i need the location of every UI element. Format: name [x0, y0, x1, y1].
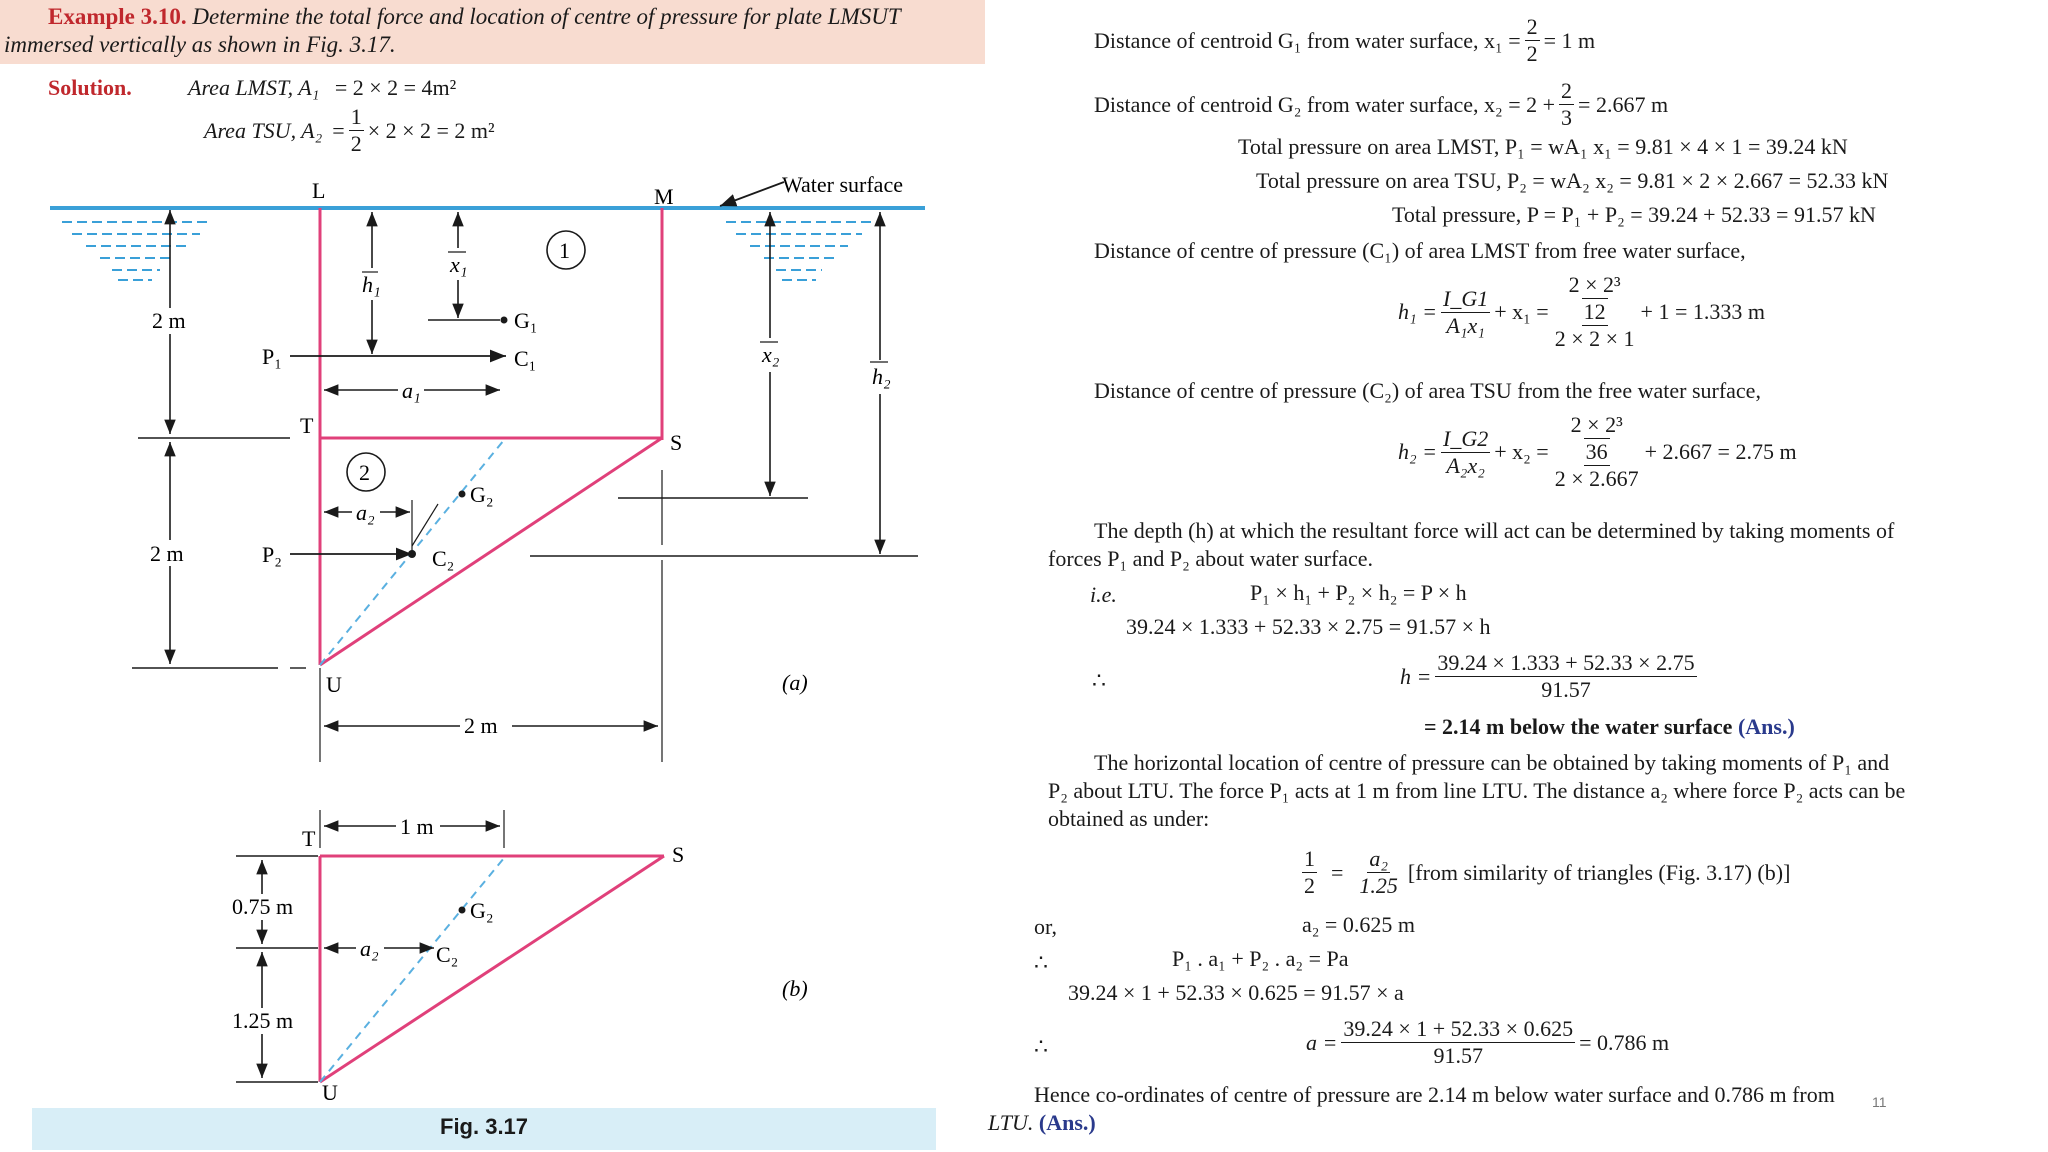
h2-lhs: h₂ =	[1398, 439, 1437, 464]
abar-equation	[1306, 1016, 1669, 1069]
vertex-S-b: S	[672, 842, 685, 867]
centroid-g2-result: = 2.667 m	[1578, 91, 1669, 117]
h2-value-fraction	[1553, 412, 1641, 492]
vertex-M: M	[654, 184, 674, 209]
h1-ig-num: I_G1	[1443, 285, 1489, 311]
dim-2m-width: 2 m	[464, 713, 498, 738]
horiz-para-line3: obtained as under:	[1048, 806, 1210, 831]
dim-b-075: 0.75 m	[232, 894, 294, 919]
label-C2: C₂	[432, 546, 455, 571]
page-number: 11	[1872, 1094, 1887, 1110]
h1-result: + 1 = 1.333 m	[1640, 299, 1765, 324]
dim-b-125: 1.25 m	[232, 1008, 294, 1033]
total-pressure-lmst: Total pressure on area LMST, P₁ = wA₁ x₁ = 9.81 × 4 × 1 = 39.24 kN	[1238, 134, 1848, 159]
moment-eq-2: 39.24 × 1.333 + 52.33 × 2.75 = 91.57 × h	[1126, 614, 1491, 639]
label-P2: P₂	[262, 542, 282, 567]
vertex-U: U	[326, 672, 342, 697]
ie-label: i.e.	[1090, 582, 1117, 607]
hbar-lhs: h =	[1400, 663, 1432, 689]
hbar-den: 91.57	[1541, 677, 1591, 702]
h1-value-fraction	[1553, 272, 1637, 352]
figure-3-17	[0, 0, 990, 1152]
sim-eq: =	[1331, 859, 1344, 885]
abar-result: = 0.786 m	[1579, 1029, 1670, 1055]
median-line-b	[320, 858, 504, 1082]
water-hatch-right	[726, 222, 872, 280]
h1-mid: 12	[1583, 299, 1606, 324]
label-x2bar: x₂	[762, 342, 780, 367]
a2-value: a₂ = 0.625 m	[1302, 912, 1415, 937]
depth-para-line1: The depth (h) at which the resultant force will act can be determined by taking moments of	[1094, 518, 1895, 543]
vertex-L: L	[312, 178, 326, 203]
final-ltu: LTU.	[988, 1110, 1034, 1135]
horiz-para-line2: P₂ about LTU. The force P₁ acts at 1 m from line LTU. The distance a₂ where force P₂ acts can be	[1048, 778, 1906, 803]
h1-ig-den: A₁x₁	[1446, 312, 1485, 338]
label-x1bar: x₁	[450, 252, 468, 277]
centroid-g1-num: 2	[1526, 14, 1538, 39]
final-line-1: Hence co-ordinates of centre of pressure are 2.14 m below water surface and 0.786 m from	[1034, 1082, 1835, 1107]
therefore-3: ∴	[1034, 1034, 1048, 1059]
G2-point	[459, 491, 466, 498]
h2-top: 2 × 2³	[1570, 412, 1623, 437]
moment-eq-1: P₁ × h₁ + P₂ × h₂ = P × h	[1250, 580, 1467, 605]
centroid-g2-den: 3	[1561, 105, 1573, 130]
label-P1: P₁	[262, 344, 282, 369]
label-a2: a₂	[356, 500, 375, 525]
label-h1bar: h₁	[362, 272, 381, 297]
sim-num-2: a₂	[1369, 846, 1388, 871]
centroid-g1-line	[1094, 14, 1595, 67]
label-C2-b: C₂	[436, 942, 459, 967]
therefore-1: ∴	[1092, 668, 1106, 693]
h2-ig-num: I_G2	[1443, 425, 1489, 451]
label-a2-b: a₂	[360, 936, 379, 961]
vertex-T-b: T	[302, 826, 316, 851]
centroid-g2-num: 2	[1561, 78, 1573, 103]
h2-result: + 2.667 = 2.75 m	[1644, 439, 1797, 464]
ans-2: (Ans.)	[1038, 1110, 1096, 1135]
example-statement-1: Determine the total force and location of centre of pressure for plate LMSUT	[192, 4, 901, 29]
water-surface-pointer	[720, 182, 784, 206]
solution-label: Solution.	[48, 75, 132, 100]
h1-ig-fraction	[1441, 286, 1490, 339]
label-G2: G₂	[470, 482, 494, 507]
h2-ig-den: A₂x₂	[1446, 452, 1485, 478]
area2-rest: × 2 × 2 = 2 m²	[367, 117, 495, 143]
abar-den: 91.57	[1433, 1043, 1483, 1068]
vertex-U-b: U	[322, 1080, 338, 1105]
abar-lhs: a =	[1306, 1029, 1338, 1055]
centroid-g1-text: Distance of centroid G₁ from water surface, x₁ =	[1094, 27, 1521, 53]
hbar-equation	[1400, 650, 1701, 703]
example-label: Example 3.10.	[48, 4, 187, 29]
triangle-tsu-b	[320, 856, 664, 1082]
sim-den-2: 1.25	[1359, 873, 1398, 898]
area1-lhs: Area LMST, A₁	[188, 75, 320, 100]
or-label: or,	[1034, 914, 1057, 939]
cp-c1-heading: Distance of centre of pressure (C₁) of area LMST from free water surface,	[1094, 238, 1746, 263]
therefore-2: ∴	[1034, 950, 1048, 975]
water-surface-label: Water surface	[782, 172, 903, 197]
ans-1: (Ans.)	[1737, 714, 1795, 739]
centroid-g1-den: 2	[1526, 41, 1538, 66]
moment2-eq-2: 39.24 × 1 + 52.33 × 0.625 = 91.57 × a	[1068, 980, 1404, 1005]
label-b: (b)	[782, 976, 808, 1001]
label-G1: G₁	[514, 308, 538, 333]
C2-point	[408, 550, 416, 558]
h2-bot: 2 × 2.667	[1554, 466, 1639, 491]
centroid-g1-fraction	[1525, 14, 1540, 67]
final-line-2	[988, 1110, 1096, 1136]
G2-point-b	[459, 907, 466, 914]
dim-b-1m: 1 m	[400, 814, 434, 839]
label-a1: a₁	[402, 378, 421, 403]
cp-c2-heading: Distance of centre of pressure (C₂) of area TSU from the free water surface,	[1094, 378, 1761, 403]
label-G2-b: G₂	[470, 898, 494, 923]
area1-rhs: = 2 × 2 = 4m²	[334, 75, 457, 100]
centroid-g2-line	[1094, 78, 1668, 131]
sim-num-1: 1	[1304, 846, 1315, 871]
moment2-eq-1: P₁ . a₁ + P₂ . a₂ = Pa	[1172, 946, 1349, 971]
similarity-equation	[1298, 846, 1790, 899]
vertex-S: S	[670, 430, 683, 455]
abar-num: 39.24 × 1 + 52.33 × 0.625	[1343, 1016, 1574, 1041]
h2-ig-fraction	[1441, 426, 1490, 479]
h2-plus: + x₂ =	[1494, 439, 1549, 464]
water-hatch-left	[62, 222, 210, 280]
example-statement-2: immersed vertically as shown in Fig. 3.17.	[4, 32, 396, 57]
hbar-result: = 2.14 m below the water surface	[1424, 714, 1733, 739]
hbar-fraction	[1435, 650, 1696, 703]
area2-eq: =	[332, 117, 345, 143]
centroid-g1-result: = 1 m	[1543, 27, 1596, 53]
h1-lhs: h₁ =	[1398, 299, 1437, 324]
h1-bot: 2 × 2 × 1	[1554, 326, 1635, 351]
a2-leader	[412, 504, 438, 546]
h1-top: 2 × 2³	[1568, 272, 1621, 297]
area-2-number: 2	[359, 460, 370, 485]
horiz-para-line1: The horizontal location of centre of pressure can be obtained by taking moments of P₁ and	[1094, 750, 1890, 775]
dim-2m-bottom: 2 m	[150, 541, 184, 566]
vertex-T: T	[300, 413, 314, 438]
area2-num: 1	[350, 104, 362, 129]
depth-para-line2: forces P₁ and P₂ about water surface.	[1048, 546, 1374, 571]
label-h2bar: h₂	[872, 364, 891, 389]
label-a: (a)	[782, 670, 808, 695]
area2-den: 2	[350, 131, 362, 156]
sim-note: [from similarity of triangles (Fig. 3.17) (b)]	[1407, 859, 1791, 885]
total-pressure-tsu: Total pressure on area TSU, P₂ = wA₂ x₂ = 9.81 × 2 × 2.667 = 52.33 kN	[1256, 168, 1889, 193]
figure-caption: Fig. 3.17	[440, 1114, 529, 1139]
h1-plus: + x₁ =	[1494, 299, 1549, 324]
sim-den-1: 2	[1304, 873, 1315, 898]
sim-fraction-2	[1357, 846, 1400, 899]
label-C1: C₁	[514, 346, 537, 371]
h1-equation	[1398, 272, 1765, 352]
abar-fraction	[1341, 1016, 1575, 1069]
hbar-num: 39.24 × 1.333 + 52.33 × 2.75	[1437, 650, 1695, 675]
sim-fraction-1	[1302, 846, 1317, 899]
centroid-g2-fraction	[1559, 78, 1574, 131]
h2-mid: 36	[1585, 439, 1608, 464]
dim-2m-top: 2 m	[152, 308, 186, 333]
total-pressure-sum: Total pressure, P = P₁ + P₂ = 39.24 + 52.33 = 91.57 kN	[1392, 202, 1876, 227]
area2-lhs: Area TSU, A₂	[204, 117, 323, 143]
centroid-g2-text: Distance of centroid G₂ from water surface, x₂ = 2 +	[1094, 91, 1556, 117]
G1-point	[501, 317, 508, 324]
h2-equation	[1398, 412, 1797, 492]
area-1-number: 1	[559, 238, 570, 263]
hbar-answer-line	[1424, 714, 1795, 740]
